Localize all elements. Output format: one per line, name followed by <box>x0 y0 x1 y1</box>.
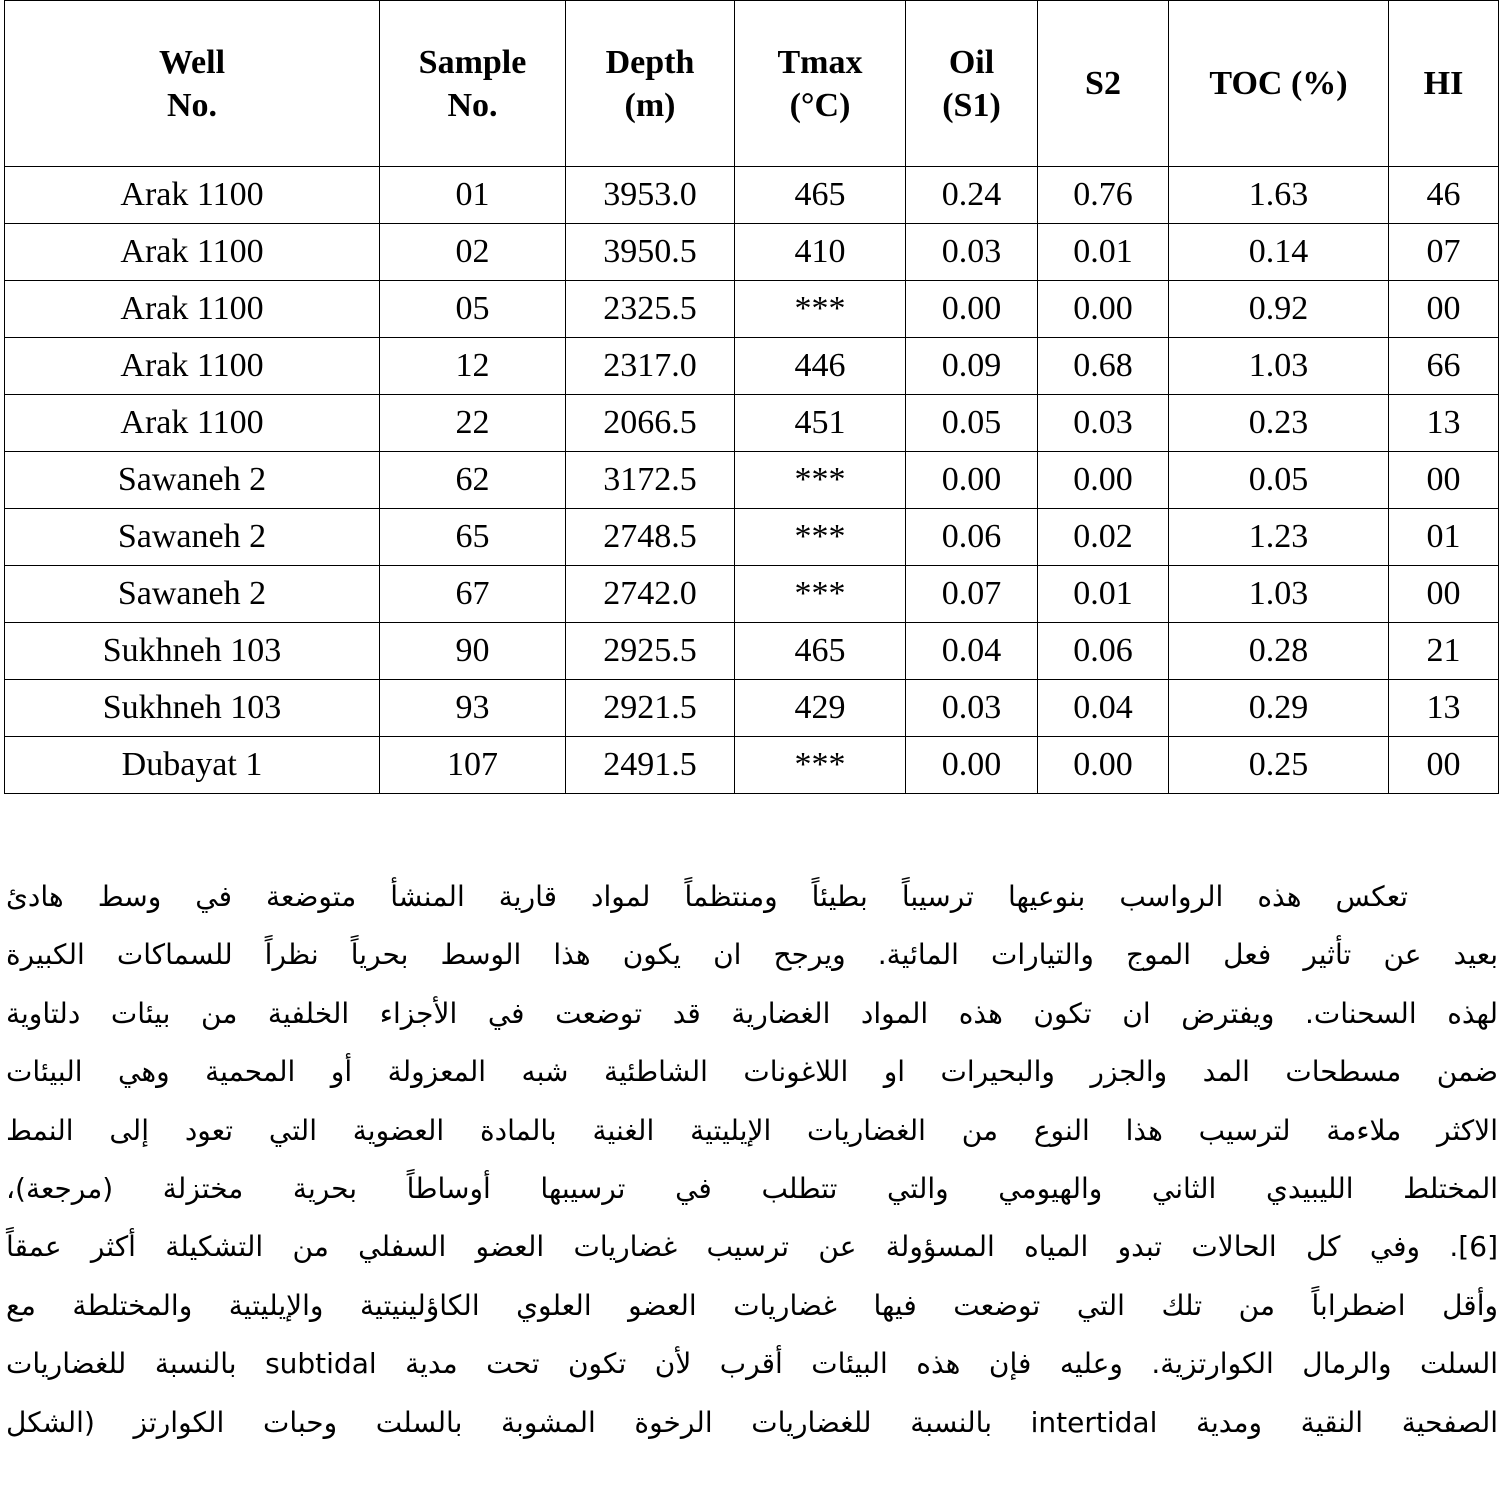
cell-tmax: 465 <box>735 167 906 224</box>
cell-hi: 00 <box>1389 452 1499 509</box>
cell-depth: 3950.5 <box>566 224 735 281</box>
cell-oil-s1: 0.00 <box>906 737 1038 794</box>
header-toc: TOC (%) <box>1169 1 1389 167</box>
paragraph-line: الاكثر ملاءمة لترسيب هذا النوع من الغضاريات الإيليتية الغنية بالمادة العضوية التي تعود إلى النمط <box>6 1113 1498 1147</box>
cell-oil-s1: 0.09 <box>906 338 1038 395</box>
cell-depth: 3172.5 <box>566 452 735 509</box>
paragraph-line: ضمن مسطحات المد والجزر والبحيرات او اللاغونات الشاطئية شبه المعزولة أو المحمية وهي البيئات <box>6 1055 1498 1089</box>
cell-hi: 00 <box>1389 566 1499 623</box>
table-row <box>5 395 1499 452</box>
cell-tmax: *** <box>735 452 906 509</box>
cell-depth: 3953.0 <box>566 167 735 224</box>
paragraph-line: وأقل اضطراباً من تلك التي توضعت فيها غضاريات العضو العلوي الكاؤلينيتية والإيليتية والمختلطة مع <box>6 1288 1498 1322</box>
cell-s2: 0.00 <box>1038 281 1169 338</box>
cell-hi: 00 <box>1389 737 1499 794</box>
cell-oil-s1: 0.03 <box>906 680 1038 737</box>
table-row <box>5 509 1499 566</box>
header-depth: Depth (m) <box>566 1 735 167</box>
cell-hi: 13 <box>1389 680 1499 737</box>
cell-s2: 0.06 <box>1038 623 1169 680</box>
cell-oil-s1: 0.06 <box>906 509 1038 566</box>
cell-depth: 2742.0 <box>566 566 735 623</box>
cell-sample-no: 01 <box>380 167 566 224</box>
cell-well-no: Sawaneh 2 <box>5 566 380 623</box>
table-body <box>5 167 1499 794</box>
cell-well-no: Arak 1100 <box>5 224 380 281</box>
cell-sample-no: 67 <box>380 566 566 623</box>
paragraph-line: بعيد عن تأثير فعل الموج والتيارات المائية. ويرجح ان يكون هذا الوسط بحرياً نظراً للسماكات الكبيرة <box>6 938 1498 972</box>
cell-toc: 0.23 <box>1169 395 1389 452</box>
cell-well-no: Arak 1100 <box>5 338 380 395</box>
cell-hi: 01 <box>1389 509 1499 566</box>
cell-toc: 0.28 <box>1169 623 1389 680</box>
header-well-no: Well No. <box>5 1 380 167</box>
cell-oil-s1: 0.07 <box>906 566 1038 623</box>
table-row <box>5 452 1499 509</box>
cell-well-no: Sawaneh 2 <box>5 509 380 566</box>
cell-tmax: 451 <box>735 395 906 452</box>
cell-well-no: Sukhneh 103 <box>5 623 380 680</box>
cell-oil-s1: 0.04 <box>906 623 1038 680</box>
cell-sample-no: 12 <box>380 338 566 395</box>
cell-s2: 0.04 <box>1038 680 1169 737</box>
cell-s2: 0.00 <box>1038 737 1169 794</box>
paragraph-line: السلت والرمال الكوارتزية. وعليه فإن هذه البيئات أقرب لأن تكون تحت مدية subtidal بالنسبة للغضاريات <box>6 1347 1499 1381</box>
header-oil-s1: Oil (S1) <box>906 1 1038 167</box>
cell-tmax: *** <box>735 509 906 566</box>
paragraph-line: المختلط الليبيدي الثاني والهيومي والتي تتطلب في ترسيبها أوساطاً بحرية مختزلة (مرجعة)، <box>6 1172 1498 1206</box>
cell-sample-no: 62 <box>380 452 566 509</box>
cell-tmax: *** <box>735 737 906 794</box>
cell-toc: 0.92 <box>1169 281 1389 338</box>
cell-toc: 1.03 <box>1169 566 1389 623</box>
cell-sample-no: 107 <box>380 737 566 794</box>
cell-s2: 0.76 <box>1038 167 1169 224</box>
paragraph-line: تعكس هذه الرواسب بنوعيها ترسيباً بطيئاً ومنتظماً لمواد قارية المنشأ متوضعة في وسط هادئ <box>6 880 1408 913</box>
cell-hi: 13 <box>1389 395 1499 452</box>
cell-depth: 2317.0 <box>566 338 735 395</box>
cell-hi: 46 <box>1389 167 1499 224</box>
header-s2: S2 <box>1038 1 1169 167</box>
cell-hi: 00 <box>1389 281 1499 338</box>
cell-toc: 1.23 <box>1169 509 1389 566</box>
cell-hi: 66 <box>1389 338 1499 395</box>
table-row <box>5 623 1499 680</box>
table-row <box>5 566 1499 623</box>
geochemistry-table <box>4 0 1499 794</box>
cell-s2: 0.68 <box>1038 338 1169 395</box>
cell-s2: 0.01 <box>1038 566 1169 623</box>
cell-well-no: Dubayat 1 <box>5 737 380 794</box>
cell-s2: 0.03 <box>1038 395 1169 452</box>
cell-depth: 2921.5 <box>566 680 735 737</box>
table-row <box>5 680 1499 737</box>
cell-toc: 0.14 <box>1169 224 1389 281</box>
paragraph-line: لهذه السحنات. ويفترض ان تكون هذه المواد الغضارية قد توضعت في الأجزاء الخلفية من بيئات دلتاوية <box>6 996 1498 1030</box>
header-sample-no: Sample No. <box>380 1 566 167</box>
cell-toc: 1.03 <box>1169 338 1389 395</box>
cell-oil-s1: 0.00 <box>906 281 1038 338</box>
cell-hi: 07 <box>1389 224 1499 281</box>
cell-depth: 2491.5 <box>566 737 735 794</box>
cell-oil-s1: 0.03 <box>906 224 1038 281</box>
cell-sample-no: 22 <box>380 395 566 452</box>
cell-tmax: 429 <box>735 680 906 737</box>
cell-oil-s1: 0.00 <box>906 452 1038 509</box>
cell-sample-no: 02 <box>380 224 566 281</box>
cell-toc: 0.25 <box>1169 737 1389 794</box>
cell-tmax: *** <box>735 566 906 623</box>
cell-s2: 0.01 <box>1038 224 1169 281</box>
table-row <box>5 167 1499 224</box>
cell-tmax: 410 <box>735 224 906 281</box>
cell-sample-no: 90 <box>380 623 566 680</box>
cell-oil-s1: 0.05 <box>906 395 1038 452</box>
paragraph-line: الصفحية النقية ومدية intertidal بالنسبة للغضاريات الرخوة المشوبة بالسلت وحبات الكوارتز (الشكل <box>6 1405 1498 1439</box>
cell-sample-no: 65 <box>380 509 566 566</box>
header-tmax: Tmax (°C) <box>735 1 906 167</box>
header-hi: HI <box>1389 1 1499 167</box>
table-row <box>5 737 1499 794</box>
cell-toc: 0.29 <box>1169 680 1389 737</box>
cell-s2: 0.02 <box>1038 509 1169 566</box>
cell-depth: 2066.5 <box>566 395 735 452</box>
cell-tmax: 465 <box>735 623 906 680</box>
table-row <box>5 338 1499 395</box>
cell-toc: 1.63 <box>1169 167 1389 224</box>
cell-depth: 2325.5 <box>566 281 735 338</box>
cell-well-no: Arak 1100 <box>5 167 380 224</box>
table-row <box>5 224 1499 281</box>
cell-oil-s1: 0.24 <box>906 167 1038 224</box>
cell-tmax: 446 <box>735 338 906 395</box>
cell-depth: 2748.5 <box>566 509 735 566</box>
cell-sample-no: 05 <box>380 281 566 338</box>
cell-s2: 0.00 <box>1038 452 1169 509</box>
arabic-paragraph <box>6 868 1498 1452</box>
cell-toc: 0.05 <box>1169 452 1389 509</box>
table-row <box>5 281 1499 338</box>
cell-well-no: Arak 1100 <box>5 281 380 338</box>
cell-well-no: Arak 1100 <box>5 395 380 452</box>
table-header-row <box>5 1 1499 167</box>
cell-well-no: Sawaneh 2 <box>5 452 380 509</box>
paragraph-line: [6]. وفي كل الحالات تبدو المياه المسؤولة عن ترسيب غضاريات العضو السفلي من التشكيلة أكثر عمقاً <box>6 1230 1498 1264</box>
cell-tmax: *** <box>735 281 906 338</box>
cell-sample-no: 93 <box>380 680 566 737</box>
cell-well-no: Sukhneh 103 <box>5 680 380 737</box>
cell-hi: 21 <box>1389 623 1499 680</box>
cell-depth: 2925.5 <box>566 623 735 680</box>
